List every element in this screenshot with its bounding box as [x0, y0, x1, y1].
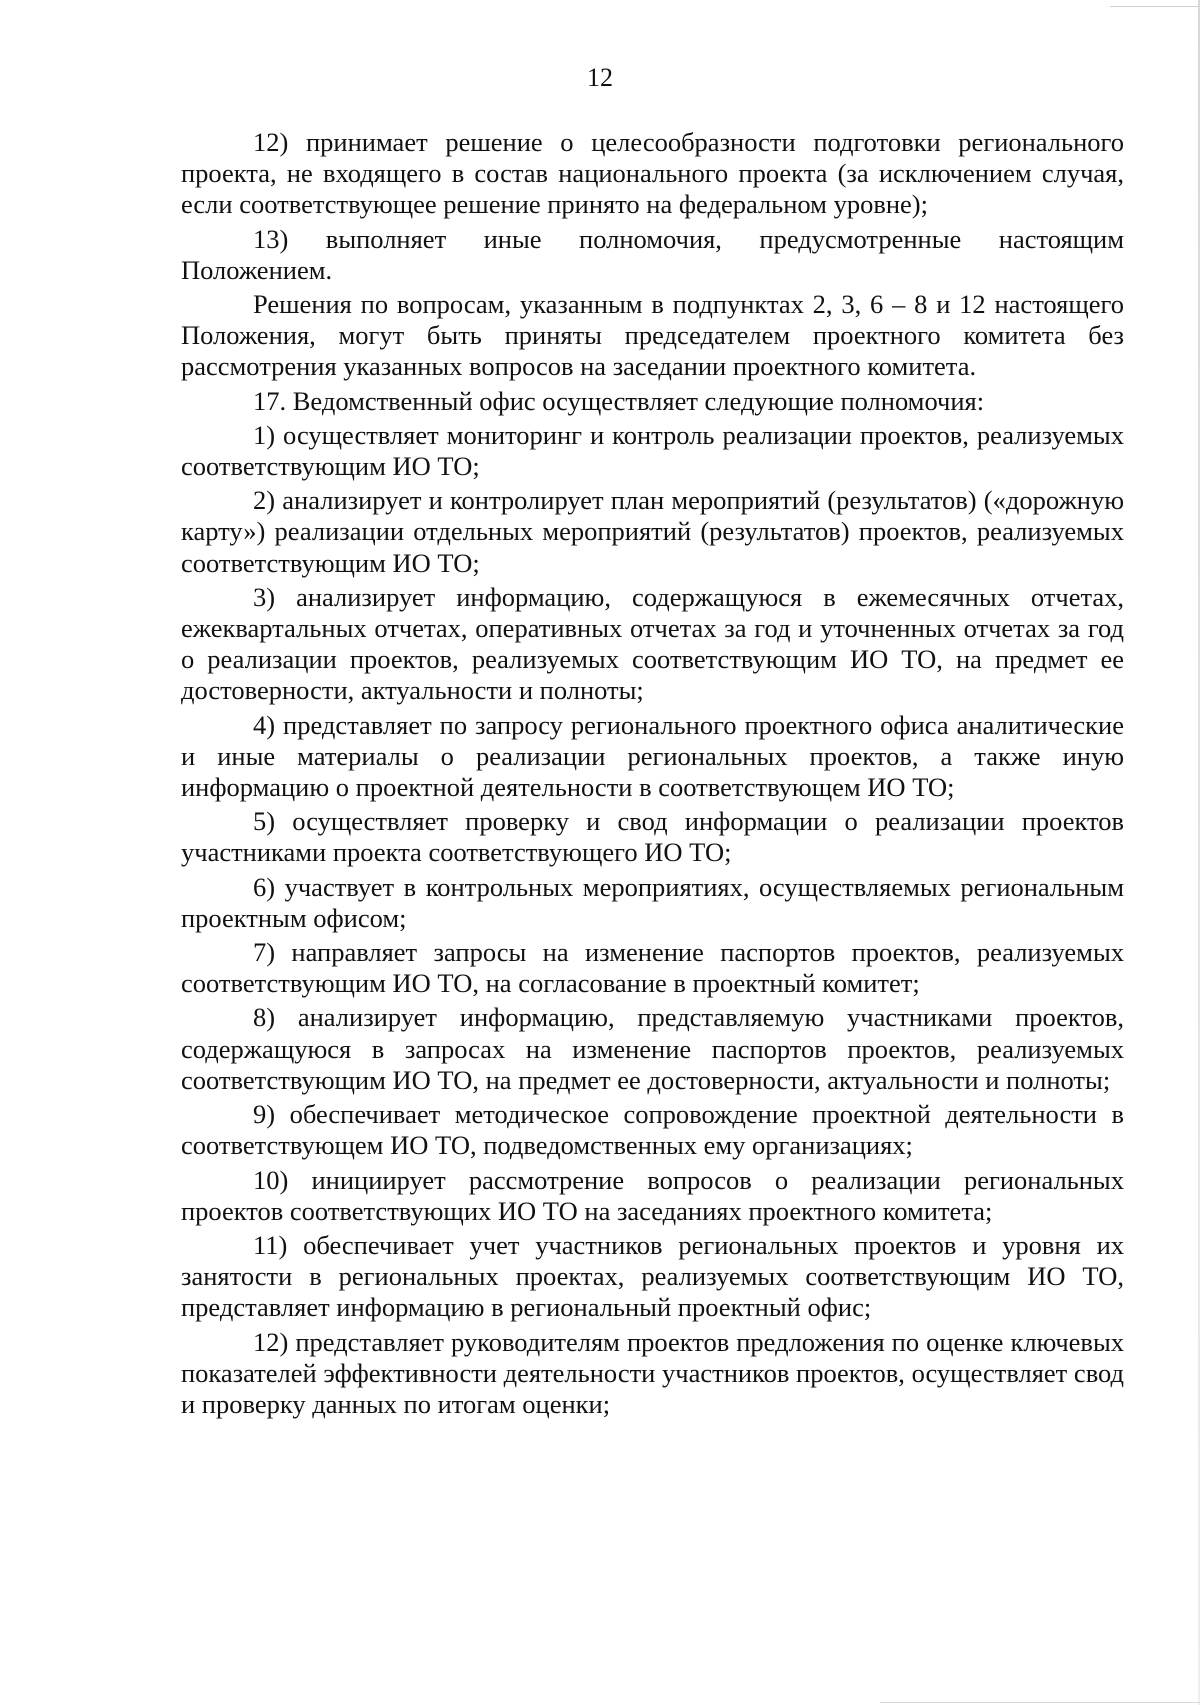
paragraph-office-item-3: 3) анализирует информацию, содержащуюся в ежемесячных отчетах, ежеквартальных отчетах, оперативных отчетах за год и уточненных отчетах за год о реализации проектов, реализуемых соответствующим ИО ТО, на предмет ее достоверности, актуальности и полноты; [181, 581, 1124, 706]
paragraph-office-item-12: 12) представляет руководителям проектов предложения по оценке ключевых показателей эффективности деятельности участников проектов, осуществляет свод и проверку данных по итогам оценки; [181, 1326, 1124, 1419]
paragraph-office-item-8: 8) анализирует информацию, представляемую участниками проектов, содержащуюся в запросах на изменение паспортов проектов, реализуемых соответствующим ИО ТО, на предмет ее достоверности, актуальности и полноты; [181, 1002, 1124, 1095]
paragraph-office-item-10: 10) инициирует рассмотрение вопросов о реализации региональных проектов соответствующих ИО ТО на заседаниях проектного комитета; [181, 1164, 1124, 1226]
paragraph-item-12-decision: 12) принимает решение о целесообразности подготовки регионального проекта, не входящего в состав национального проекта (за исключением случая, если соответствующее решение принято на федеральном уровне); [181, 127, 1124, 220]
paragraph-office-item-9: 9) обеспечивает методическое сопровождение проектной деятельности в соответствующем ИО ТО, подведомственных ему организациях; [181, 1099, 1124, 1161]
scan-edge-mark [1110, 6, 1200, 7]
document-body [181, 127, 1124, 1423]
scan-bottom-mark [880, 1702, 1200, 1703]
paragraph-office-item-4: 4) представляет по запросу регионального проектного офиса аналитические и иные материалы о реализации региональных проектов, а также иную информацию о проектной деятельности в соответствующем ИО ТО; [181, 709, 1124, 803]
paragraph-office-item-11: 11) обеспечивает учет участников региональных проектов и уровня их занятости в региональных проектах, реализуемых соответствующим ИО ТО, представляет информацию в региональный проектный офис; [181, 1229, 1124, 1323]
paragraph-office-item-2: 2) анализирует и контролирует план мероприятий (результатов) («дорожную карту») реализации отдельных мероприятий (результатов) проектов, реализуемых соответствующим ИО ТО; [181, 485, 1124, 578]
paragraph-chairman-decisions: Решения по вопросам, указанным в подпунктах 2, 3, 6 – 8 и 12 настоящего Положения, могут быть приняты председателем проектного комитета без рассмотрения указанных вопросов на заседании проектного комитета. [181, 289, 1124, 382]
paragraph-office-item-6: 6) участвует в контрольных мероприятиях, осуществляемых региональным проектным офисом; [181, 871, 1124, 933]
paragraph-office-item-7: 7) направляет запросы на изменение паспортов проектов, реализуемых соответствующим ИО ТО, на согласование в проектный комитет; [181, 937, 1124, 999]
paragraph-item-13-other-powers: 13) выполняет иные полномочия, предусмотренные настоящим Положением. [181, 223, 1124, 285]
paragraph-office-item-5: 5) осуществляет проверку и свод информации о реализации проектов участниками проекта соответствующего ИО ТО; [181, 806, 1124, 868]
paragraph-office-item-1: 1) осуществляет мониторинг и контроль реализации проектов, реализуемых соответствующим ИО ТО; [181, 419, 1124, 482]
page-number: 12 [587, 63, 613, 92]
section-17-heading: 17. Ведомственный офис осуществляет следующие полномочия: [253, 385, 985, 416]
